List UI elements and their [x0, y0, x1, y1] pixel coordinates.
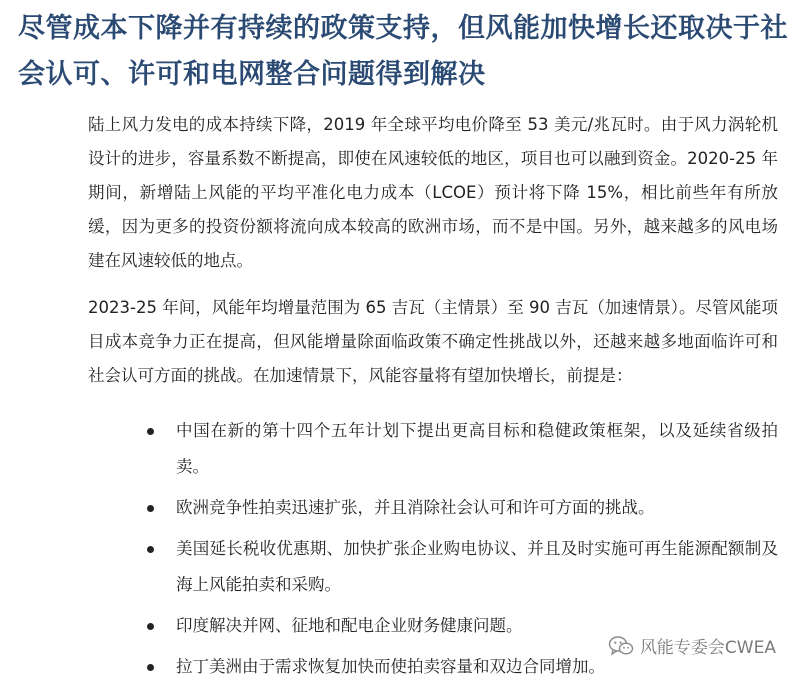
paragraph: 2023-25 年间，风能年均增量范围为 65 吉瓦（主情景）至 90 吉瓦（加速情景）。尽管风能项目成本竞争力正在提高，但风能增量除面临政策不确定性挑战以外，还越来越多地面临许可和社会认可方面的挑战。在加速情景下，风能容量将有望加快增长，前提是： — [88, 298, 778, 385]
bullet-dot-icon — [147, 428, 154, 435]
list-item — [88, 490, 778, 526]
list-item-text: 印度解决并网、征地和配电企业财务健康问题。 — [176, 616, 523, 635]
article-body — [88, 108, 778, 690]
bullet-dot-icon — [147, 505, 154, 512]
bullet-dot-icon — [147, 546, 154, 553]
watermark-text: 风能专委会CWEA — [639, 638, 776, 658]
wechat-icon — [608, 635, 634, 657]
list-item-text: 欧洲竞争性拍卖迅速扩张，并且消除社会认可和许可方面的挑战。 — [176, 498, 655, 517]
list-item-text: 拉丁美洲由于需求恢复加快而使拍卖容量和双边合同增加。 — [176, 657, 605, 676]
paragraph: 陆上风力发电的成本持续下降，2019 年全球平均电价降至 53 美元/兆瓦时。由于风力涡轮机设计的进步，容量系数不断提高，即使在风速较低的地区，项目也可以融到资金。2020-25 年期间，新增陆上风能的平均平准化电力成本（LCOE）预计将下降 15%，相比前些年有所放缓，因为更多的投资份额将流向成本较高的欧洲市场，而不是中国。另外，越来越多的风电场建在风速较低的地点。 — [88, 115, 778, 270]
bullet-dot-icon — [147, 664, 154, 671]
page-title: 尽管成本下降并有持续的政策支持，但风能加快增长还取决于社会认可、许可和电网整合问题得到解决 — [18, 13, 788, 90]
list-item — [88, 531, 778, 603]
watermark — [608, 633, 776, 658]
list-item-text: 美国延长税收优惠期、加快扩张企业购电协议、并且及时实施可再生能源配额制及海上风能拍卖和采购。 — [176, 539, 778, 594]
list-item-text: 中国在新的第十四个五年计划下提出更高目标和稳健政策框架，以及延续省级拍卖。 — [176, 421, 778, 476]
list-item — [88, 413, 778, 485]
bullet-dot-icon — [147, 623, 154, 630]
